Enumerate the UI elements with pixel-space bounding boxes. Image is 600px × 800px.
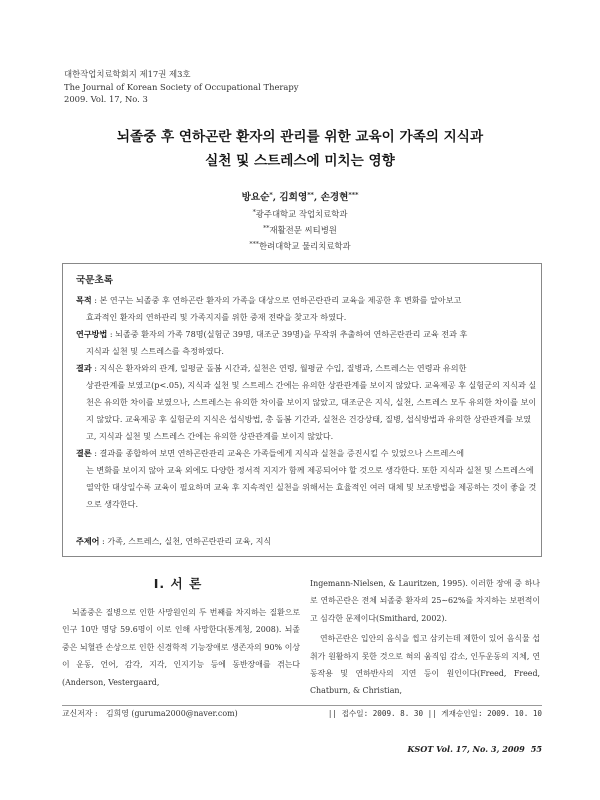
paper-title-line-2: 실천 및 스트레스에 미치는 영향 (205, 153, 395, 169)
author-name: 김희영 (279, 192, 308, 203)
abstract-text: : 결과를 종합하여 보면 연하곤란관리 교육은 가족들에게 지식과 실천을 증진시킬 수 있었으나 스트레스에 (91, 448, 465, 458)
affiliation-mark: *** (249, 240, 259, 248)
abstract-label: 결과 (76, 363, 92, 373)
abstract-methods (76, 326, 538, 360)
affiliation (0, 208, 600, 220)
body-left-column (62, 604, 300, 691)
body-paragraph: 연하곤란은 입안의 음식을 씹고 삼키는데 제한이 있어 음식물 섭취가 원활하지 못한 것으로 혀의 움직임 감소, 인두운동의 지체, 연동작용 및 연하반사의 지연 등이 원인이다(Freed, Freed, Chatburn, & Christian, (310, 634, 540, 696)
footnote-divider (62, 705, 542, 706)
paper-title-line-1: 뇌졸중 후 연하곤란 환자의 관리를 위한 교육이 가족의 지식과 (116, 129, 484, 145)
journal-volume: 2009. Vol. 17, No. 3 (64, 94, 148, 105)
abstract-text-continued: 는 변화를 보이지 않아 교육 외에도 다양한 정서적 지지가 함께 제공되어야 할 것으로 생각한다. 또한 지식과 실천 및 스트레스에 열악한 대상일수록 교육이 필요하며 교육 후 지속적인 실천을 위해서는 효율적인 여러 대체 및 보조방법을 제공하는 것이 좋을 것으로 생각한다. (86, 465, 537, 509)
affiliation-text: 재활전문 씨티병원 (269, 225, 337, 235)
affiliation-text: 광주대학교 작업치료학과 (255, 209, 348, 219)
correspondence-author: 김희영 (guruma2000@naver.com) (106, 709, 238, 718)
abstract-results (76, 360, 538, 445)
page-footer (400, 744, 542, 754)
abstract-text: : 본 연구는 뇌졸중 후 연하곤란 환자의 가족을 대상으로 연하곤란관리 교육을 제공한 후 변화를 알아보고 (91, 295, 462, 305)
author-mark: * (269, 191, 273, 199)
correspondence-footnote (62, 708, 542, 722)
footer-journal: KSOT Vol. 17, No. 3, 2009 (407, 744, 525, 754)
author-name: 방요순 (241, 192, 270, 203)
abstract-text-continued: 효과적인 환자의 연하관리 및 가족지지를 위한 중재 전략을 찾고자 하였다. (86, 312, 347, 322)
abstract-label: 연구방법 (76, 329, 108, 339)
body-paragraph: 뇌졸중은 질병으로 인한 사망원인의 두 번째를 차지하는 질환으로 인구 10만 명당 59.6명이 이로 인해 사망한다(통계청, 2008). 뇌졸중은 뇌혈관 손상으로 인한 신경학적 기능장애로 생존자의 90% 이상이 운동, 언어, 감각, 지각, 인지기능 등에 동반장애를 겪는다(Anderson, Vestergaard, (62, 608, 300, 687)
abstract-heading: 국문초록 (76, 275, 114, 286)
keywords-label: 주제어 (76, 536, 100, 546)
journal-name-english: The Journal of Korean Society of Occupational Therapy (64, 81, 299, 92)
author-list: 방요순*, 김희영**, 손경현*** (241, 191, 359, 203)
affiliation-mark: ** (263, 224, 270, 232)
keywords (76, 536, 271, 547)
author-mark: ** (307, 191, 314, 199)
abstract-text-continued: 지식과 실천 및 스트레스를 측정하였다. (86, 346, 224, 356)
body-paragraph: Ingemann-Nielsen, & Lauritzen, 1995). 이러한 장애 중 하나로 연하곤란은 전체 뇌졸중 환자의 25∼62%를 차지하는 보편적이고 심각한 문제이다(Smithard, 2002). (310, 579, 540, 623)
affiliation-text: 한려대학교 물리치료학과 (258, 241, 351, 251)
correspondence-label: 교신저자 : (62, 709, 98, 718)
page-number: 55 (530, 744, 542, 754)
author-mark: *** (348, 191, 359, 199)
abstract-label: 목적 (76, 295, 92, 305)
abstract-text-continued: 상관관계를 보였고(p<.05), 지식과 실천 및 스트레스 간에는 유의한 상관관계를 보이지 않았다. 교육제공 후 실험군의 지식과 실천은 유의한 차이를 보였으나, 스트레스는 유의한 차이를 보이지 않았고, 대조군은 지식, 실천, 스트레스 모두 유의한 차이를 보이지 않았다. 교육제공 후 실험군의 지식은 섭식방법, 총 돌봄 기간과, 실천은 건강상태, 질병, 섭식방법과 유의한 상관관계를 보였고, 지식과 실천 및 스트레스 간에는 유의한 상관관계를 보이지 않았다. (86, 380, 537, 441)
abstract-text: : 지식은 환자와의 관계, 일평균 돌봄 시간과, 실천은 연령, 월평균 수입, 질병과, 스트레스는 연령과 유의한 (91, 363, 467, 373)
author-name: 손경현 (320, 192, 349, 203)
abstract-text: : 뇌졸중 환자의 가족 78명(실험군 39명, 대조군 39명)을 무작위 추출하여 연하곤란관리 교육 전과 후 (107, 329, 468, 339)
keywords-text: : 가족, 스트레스, 실천, 연하곤란관리 교육, 지식 (99, 536, 272, 546)
abstract-label: 결론 (76, 448, 92, 458)
affiliation (0, 224, 600, 236)
affiliation (0, 240, 600, 252)
journal-header (64, 68, 299, 106)
submission-dates: || 접수일: 2009. 8. 30 || 게재승인일: 2009. 10. 10 (327, 709, 542, 718)
affiliation-mark: * (252, 208, 256, 216)
body-right-column (310, 575, 540, 700)
section-heading-introduction: Ⅰ. 서 론 (153, 576, 203, 591)
abstract-conclusion (76, 445, 538, 513)
abstract-purpose (76, 292, 538, 326)
journal-name-korean: 대한작업치료학회지 제17권 제3호 (64, 69, 191, 79)
